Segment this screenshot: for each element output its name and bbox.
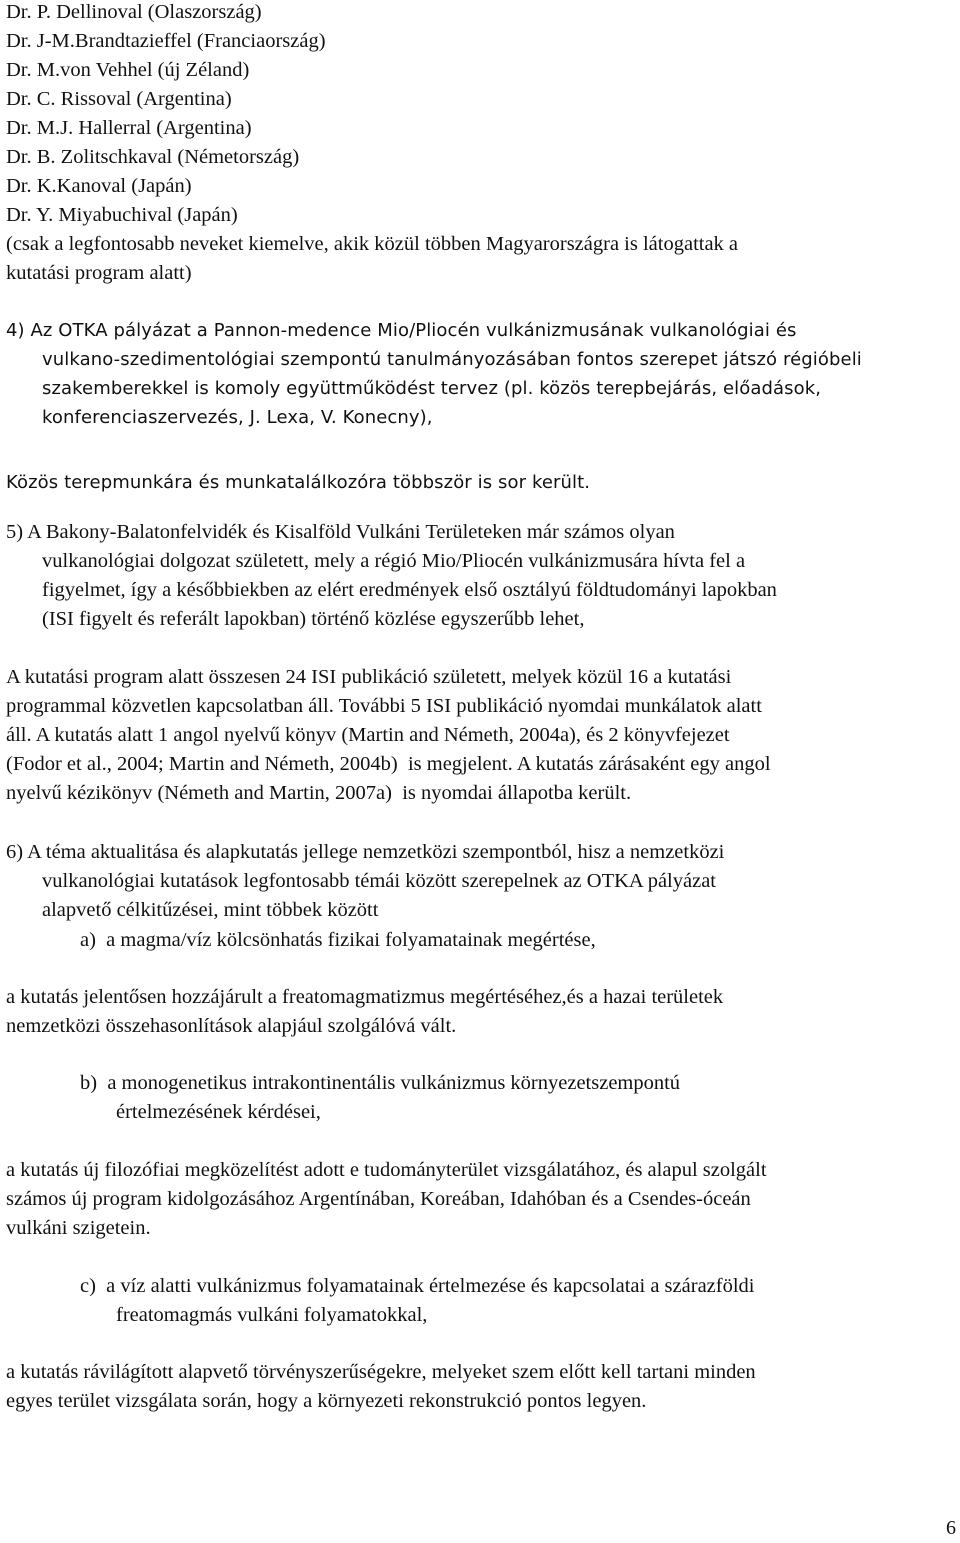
section-6-response-b — [6, 1156, 952, 1243]
response-line: számos új program kidolgozásához Argentínában, Koreában, Idahóban és a Csendes-óceán — [6, 1188, 751, 1210]
list-item: Dr. K.Kanoval (Japán) — [6, 175, 192, 197]
note-line: (csak a legfontosabb neveket kiemelve, akik közül többen Magyarországra is látogattak a — [6, 233, 739, 255]
response-line: (Fodor et al., 2004; Martin and Németh, 2004b) is megjelent. A kutatás zárásaként egy angol — [6, 753, 771, 775]
item-line: értelmezésének kérdései, — [116, 1101, 321, 1123]
section-6-item-b — [6, 1069, 952, 1127]
section-5 — [6, 518, 952, 634]
list-item: Dr. M.von Vehhel (új Zéland) — [6, 59, 250, 81]
list-item: Dr. J-M.Brandtazieffel (Franciaország) — [6, 30, 326, 52]
response-line: a kutatás jelentősen hozzájárult a freatomagmatizmus megértéséhez,és a hazai területek — [6, 986, 724, 1008]
response-line: egyes terület vizsgálata során, hogy a környezeti rekonstrukció pontos legyen. — [6, 1390, 647, 1412]
section-4-line: szakemberekkel is komoly együttműködést tervez (pl. közös terepbejárás, előadások, — [42, 378, 822, 399]
response-line: áll. A kutatás alatt 1 angol nyelvű könyv (Martin and Németh, 2004a), és 2 könyvfejezet — [6, 724, 730, 746]
page-number: 6 — [946, 1517, 956, 1539]
section-6-line: vulkanológiai kutatások legfontosabb témái között szerepelnek az OTKA pályázat — [42, 870, 716, 892]
item-line: b) a monogenetikus intrakontinentális vulkánizmus környezetszempontú — [80, 1072, 681, 1094]
section-4 — [6, 316, 952, 432]
response-line: a kutatás új filozófiai megközelítést adott e tudományterület vizsgálatához, és alapul szolgált — [6, 1159, 767, 1181]
section-5-line: figyelmet, így a későbbiekben az elért eredmények első osztályú földtudományi lapokban — [42, 579, 777, 601]
response-line: programmal közvetlen kapcsolatban áll. További 5 ISI publikáció nyomdai munkálatok alatt — [6, 695, 762, 717]
response-line: Közös terepmunkára és munkatalálkozóra többször is sor került. — [6, 472, 591, 493]
section-4-line: vulkano-szedimentológiai szempontú tanulmányozásában fontos szerepet játszó régióbeli — [42, 349, 862, 370]
section-5-response — [6, 663, 952, 808]
list-item: Dr. Y. Miyabuchival (Japán) — [6, 204, 238, 226]
list-item: Dr. P. Dellinoval (Olaszország) — [6, 1, 262, 23]
item-line: a) a magma/víz kölcsönhatás fizikai folyamatainak megértése, — [80, 929, 596, 951]
section-4-line: 4) Az OTKA pályázat a Pannon-medence Mio/Pliocén vulkánizmusának vulkanológiai és — [6, 320, 797, 341]
names-note — [6, 230, 952, 288]
section-6-response-a — [6, 983, 952, 1041]
list-item: Dr. B. Zolitschkaval (Németország) — [6, 146, 300, 168]
section-5-line: 5) A Bakony-Balatonfelvidék és Kisalföld Vulkáni Területeken már számos olyan — [6, 521, 675, 543]
note-line: kutatási program alatt) — [6, 262, 192, 284]
names-list — [6, 0, 952, 230]
section-6-item-a — [6, 926, 952, 955]
item-line: c) a víz alatti vulkánizmus folyamatainak értelmezése és kapcsolatai a szárazföldi — [80, 1275, 755, 1297]
response-line: nyelvű kézikönyv (Németh and Martin, 2007a) is nyomdai állapotba került. — [6, 782, 632, 804]
section-6-item-c — [6, 1272, 952, 1330]
section-6-line: 6) A téma aktualitása és alapkutatás jellege nemzetközi szempontból, hisz a nemzetközi — [6, 841, 725, 863]
response-line: A kutatási program alatt összesen 24 ISI publikáció született, melyek közül 16 a kutatási — [6, 666, 732, 688]
item-line: freatomagmás vulkáni folyamatokkal, — [116, 1304, 428, 1326]
section-4-response — [6, 468, 952, 497]
response-line: vulkáni szigetein. — [6, 1217, 151, 1239]
response-line: a kutatás rávilágított alapvető törvényszerűségekre, melyeket szem előtt kell tartani minden — [6, 1361, 756, 1383]
list-item: Dr. M.J. Hallerral (Argentina) — [6, 117, 252, 139]
section-6 — [6, 838, 952, 925]
list-item: Dr. C. Rissoval (Argentina) — [6, 88, 232, 110]
section-6-line: alapvető célkitűzései, mint többek között — [42, 899, 379, 921]
section-6-response-c — [6, 1358, 952, 1416]
section-5-line: vulkanológiai dolgozat született, mely a régió Mio/Pliocén vulkánizmusára hívta fel a — [42, 550, 746, 572]
response-line: nemzetközi összehasonlítások alapjául szolgálóvá vált. — [6, 1015, 457, 1037]
section-4-line: konferenciaszervezés, J. Lexa, V. Konecny), — [42, 407, 433, 428]
section-5-line: (ISI figyelt és referált lapokban) történő közlése egyszerűbb lehet, — [42, 608, 585, 630]
